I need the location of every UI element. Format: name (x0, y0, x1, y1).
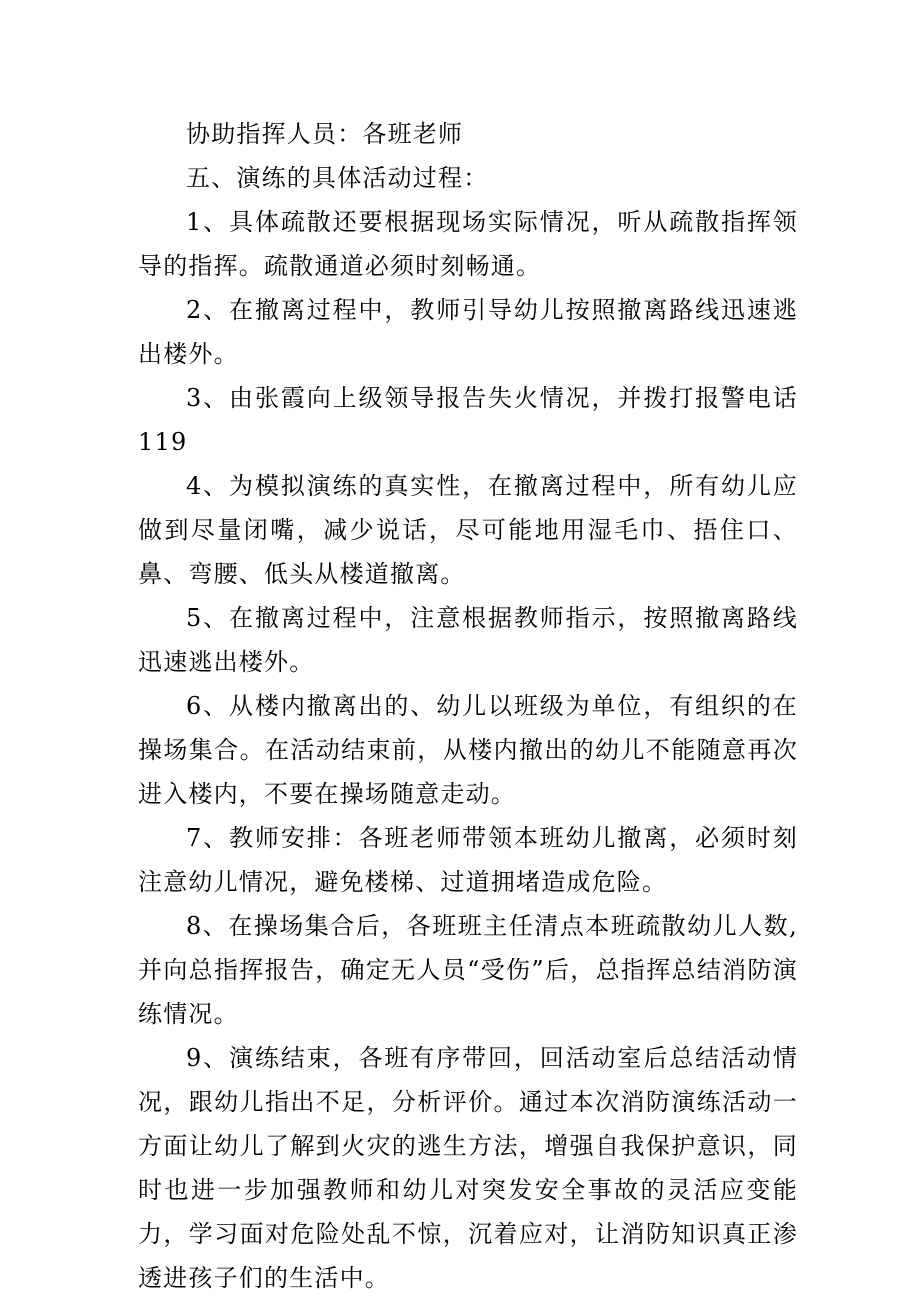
document-body (138, 112, 798, 1300)
paragraph-item-7: 7、教师安排：各班老师带领本班幼儿撤离，必须时刻注意幼儿情况，避免楼梯、过道拥堵造成危险。 (138, 824, 798, 896)
paragraph-assistant-commanders: 协助指挥人员：各班老师 (186, 120, 464, 148)
paragraph-item-6: 6、从楼内撤离出的、幼儿以班级为单位，有组织的在操场集合。在活动结束前，从楼内撤出的幼儿不能随意再次进入楼内，不要在操场随意走动。 (138, 692, 798, 808)
paragraph-item-2: 2、在撤离过程中，教师引导幼儿按照撤离路线迅速逃出楼外。 (138, 296, 798, 368)
paragraph-item-4: 4、为模拟演练的真实性，在撤离过程中，所有幼儿应做到尽量闭嘴，减少说话，尽可能地用湿毛巾、捂住口、鼻、弯腰、低头从楼道撤离。 (138, 472, 798, 588)
paragraph-item-5: 5、在撤离过程中，注意根据教师指示，按照撤离路线迅速逃出楼外。 (138, 604, 798, 676)
paragraph-item-9: 9、演练结束，各班有序带回，回活动室后总结活动情况，跟幼儿指出不足，分析评价。通过本次消防演练活动一方面让幼儿了解到火灾的逃生方法，增强自我保护意识，同时也进一步加强教师和幼儿对突发安全事故的灵活应变能力，学习面对危险处乱不惊，沉着应对，让消防知识真正渗透进孩子们的生活中。 (138, 1044, 798, 1292)
paragraph-item-3: 3、由张霞向上级领导报告失火情况，并拨打报警电话119 (138, 384, 798, 456)
paragraph-item-1: 1、具体疏散还要根据现场实际情况，听从疏散指挥领导的指挥。疏散通道必须时刻畅通。 (138, 208, 798, 280)
paragraph-item-8: 8、在操场集合后，各班班主任清点本班疏散幼儿人数,并向总指挥报告，确定无人员“受伤”后，总指挥总结消防演练情况。 (138, 912, 798, 1028)
section-heading-drill-process: 五、演练的具体活动过程： (186, 164, 489, 192)
